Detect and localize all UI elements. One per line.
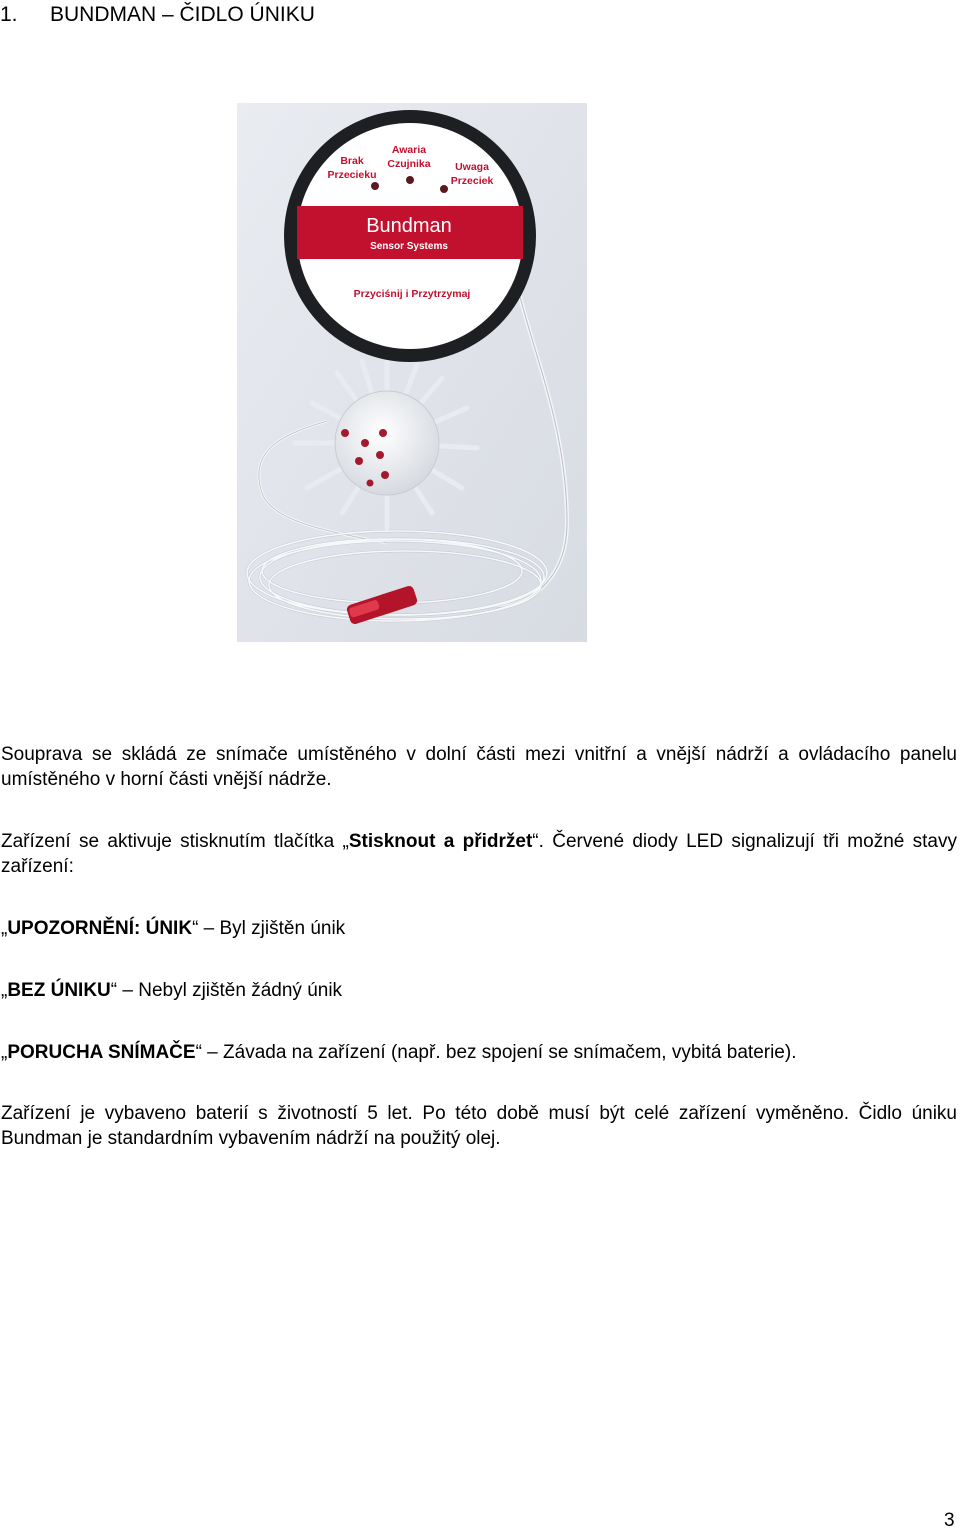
state-no-leak-label: BEZ ÚNIKU: [7, 980, 111, 1001]
label-right-1: Uwaga: [455, 161, 489, 173]
label-right-2: Przeciek: [450, 175, 494, 187]
quote-open: „: [1, 980, 8, 1001]
state-no-leak: [1, 978, 957, 1003]
section-number: 1.: [0, 3, 18, 26]
state-sensor-fault: [1, 1040, 957, 1065]
activation-button-name: Stisknout a přidržet: [348, 831, 533, 852]
state-leak-label: UPOZORNĚNÍ: ÚNIK: [7, 918, 193, 939]
label-left-1: Brak: [340, 155, 364, 167]
state-leak: [1, 916, 957, 941]
quote-open: „: [1, 1042, 8, 1063]
brand-name: Bundman: [366, 215, 452, 237]
product-photo: [237, 103, 587, 642]
label-left-2: Przecieku: [327, 169, 377, 181]
state-sensor-fault-desc: “ – Závada na zařízení (např. bez spojení se snímačem, vybitá baterie).: [195, 1042, 797, 1063]
state-no-leak-desc: “ – Nebyl zjištěn žádný únik: [110, 980, 343, 1001]
paragraph-activation: [1, 829, 957, 879]
quote-open: „: [1, 918, 8, 939]
brand-subtitle: Sensor Systems: [370, 241, 448, 252]
state-leak-desc: “ – Byl zjištěn únik: [192, 918, 346, 939]
label-center-1: Awaria: [391, 144, 427, 156]
button-text: Przyciśnij i Przytrzymaj: [353, 288, 471, 300]
paragraph-intro: Souprava se skládá ze snímače umístěného v dolní části mezi vnitřní a vnější nádrží a ovládacího panelu umístěného v horní části vnější nádrže.: [1, 744, 957, 790]
paragraph-battery: Zařízení je vybaveno baterií s životností 5 let. Po této době musí být celé zařízení vyměněno. Čidlo úniku Bundman je standardním vybavením nádrží na použitý olej.: [1, 1103, 957, 1149]
section-heading: [0, 2, 315, 28]
page-number: 3: [944, 1510, 955, 1531]
section-title: BUNDMAN – ČIDLO ÚNIKU: [50, 3, 315, 26]
activation-text-post: “. Červené diody LED signalizují tři možné stavy zařízení:: [1, 831, 957, 877]
label-center-2: Czujnika: [387, 158, 431, 170]
state-sensor-fault-label: PORUCHA SNÍMAČE: [7, 1042, 196, 1063]
activation-text-pre: Zařízení se aktivuje stisknutím tlačítka „: [1, 831, 349, 852]
